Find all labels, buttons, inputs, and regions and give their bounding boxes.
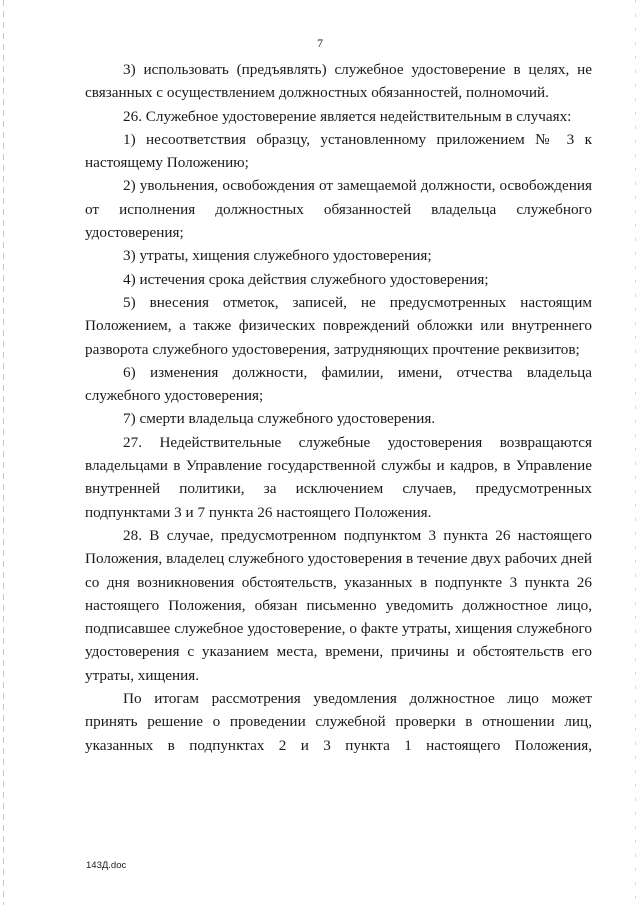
paragraph-26-item-2: 2) увольнения, освобождения от замещаемой должности, освобождения от исполнения должностных обязанностей владельца служебного удостоверения; <box>85 177 592 242</box>
paragraph-26-item-3: 3) утраты, хищения служебного удостоверения; <box>123 247 432 265</box>
page-number: 7 <box>317 36 323 50</box>
paragraph-26-item-5: 5) внесения отметок, записей, не предусмотренных настоящим Положением, а также физических повреждений обложки или внутреннего разворота служебного удостоверения, затрудняющих прочтение реквизитов; <box>85 293 592 358</box>
paragraph-item-3: 3) использовать (предъявлять) служебное удостоверение в целях, не связанных с осуществлением должностных обязанностей, полномочий. <box>85 61 592 102</box>
paragraph-26-heading: 26. Служебное удостоверение является недействительным в случаях: <box>123 107 572 125</box>
footer-filename: 143Д.doc <box>86 860 127 871</box>
paragraph-26-item-4: 4) истечения срока действия служебного удостоверения; <box>123 270 489 288</box>
paragraph-26-item-6: 6) изменения должности, фамилии, имени, отчества владельца служебного удостоверения; <box>85 363 592 405</box>
scan-edge-left <box>3 0 4 905</box>
paragraph-review-result: По итогам рассмотрения уведомления должностное лицо может принять решение о проведении служебной проверки в отношении лиц, указанных в подпунктах 2 и 3 пункта 1 настоящего Положения, <box>85 690 592 754</box>
paragraph-26-item-1: 1) несоответствия образцу, установленному приложением № 3 к настоящему Положению; <box>85 130 592 172</box>
paragraph-28: 28. В случае, предусмотренном подпунктом 3 пункта 26 настоящего Положения, владелец служебного удостоверения в течение двух рабочих дней со дня возникновения обстоятельств, указанных в подпункте 3 пункта 26 настоящего Положения, обязан письменно уведомить должностное лицо, подписавшее служебное удостоверение, о факте утраты, хищения служебного удостоверения с указанием места, времени, причины и обстоятельств его утраты, хищения. <box>85 526 592 684</box>
paragraph-26-item-7: 7) смерти владельца служебного удостоверения. <box>123 410 436 428</box>
scan-edge-right <box>635 0 636 905</box>
document-body <box>85 58 592 757</box>
paragraph-27: 27. Недействительные служебные удостоверения возвращаются владельцами в Управление государственной службы и кадров, в Управление внутренней политики, за исключением случаев, предусмотренных подпунктами 3 и 7 пункта 26 настоящего Положения. <box>85 433 592 521</box>
